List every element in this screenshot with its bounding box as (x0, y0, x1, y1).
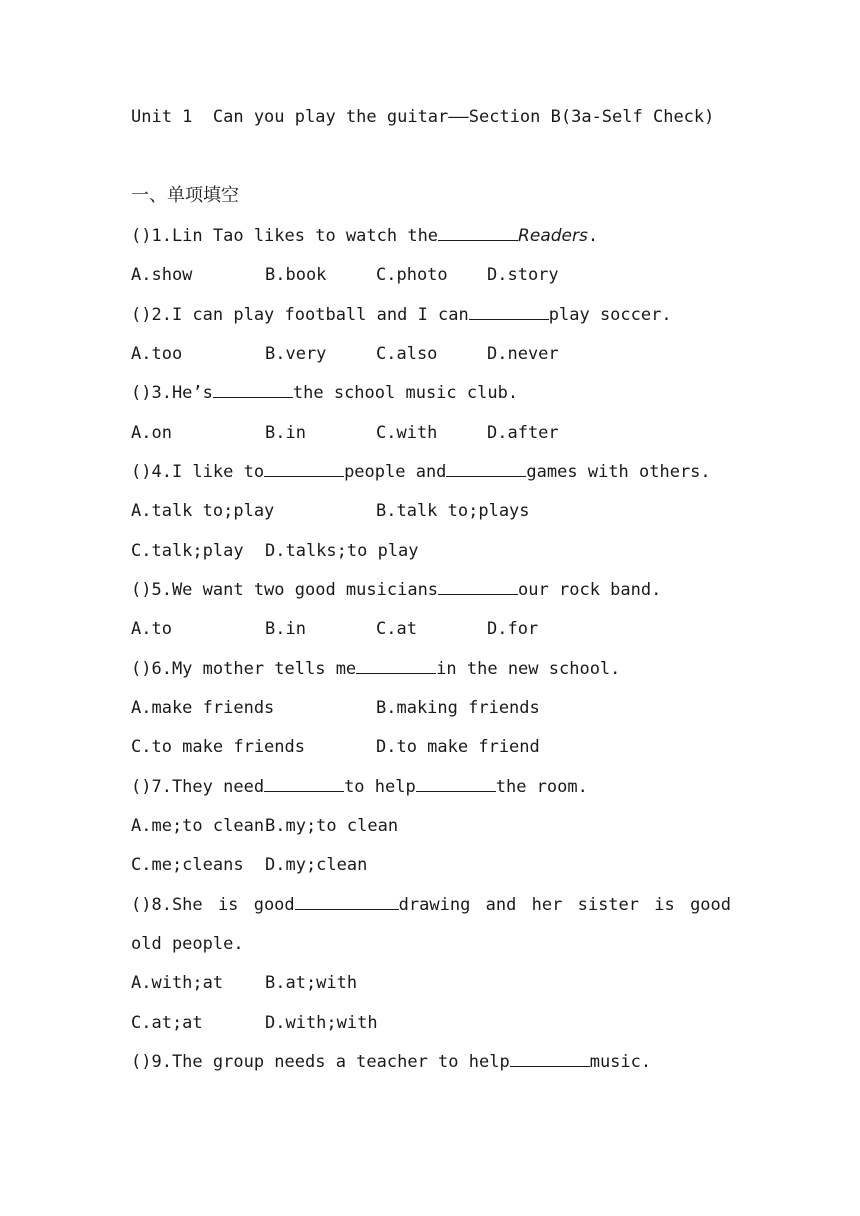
answer-blank (438, 225, 518, 241)
section-heading: 一、单项填空 (131, 185, 239, 206)
answer-blank (446, 461, 526, 477)
option-d: D.talks;to play (265, 541, 419, 561)
option-c: C.to make friends (131, 737, 305, 757)
option-b: B.in (265, 423, 306, 443)
question-4: ()4.I like to people and games with others. (131, 462, 711, 482)
option-c: C.photo (376, 265, 448, 285)
option-d: D.my;clean (265, 855, 368, 875)
option-a: A.talk to;play (131, 501, 275, 521)
document-title: Unit 1 Can you play the guitar——Section B(3a-Self Check) (131, 107, 715, 127)
option-a: A.on (131, 423, 172, 443)
question-8: ()8.She is good drawing and her sister is good (131, 895, 732, 915)
question-2: ()2.I can play football and I can play soccer. (131, 305, 672, 325)
answer-blank (264, 776, 344, 792)
answer-blank (438, 579, 518, 595)
answer-blank (213, 382, 293, 398)
option-c: C.with (376, 423, 438, 443)
option-b: B.my;to clean (265, 816, 399, 836)
answer-blank (510, 1051, 590, 1067)
option-b: B.talk to;plays (376, 501, 530, 521)
option-c: C.also (376, 344, 438, 364)
answer-blank (264, 461, 344, 477)
question-5: ()5.We want two good musicians our rock band. (131, 580, 662, 600)
answer-blank (469, 304, 549, 320)
option-a: A.with;at (131, 973, 224, 993)
option-d: D.never (487, 344, 559, 364)
option-d: D.for (487, 619, 539, 639)
option-b: B.at;with (265, 973, 358, 993)
question-9: ()9.The group needs a teacher to help music. (131, 1052, 652, 1072)
answer-blank (416, 776, 496, 792)
option-d: D.to make friend (376, 737, 540, 757)
option-b: B.book (265, 265, 327, 285)
option-c: C.at;at (131, 1013, 203, 1033)
option-a: A.to (131, 619, 172, 639)
option-b: B.in (265, 619, 306, 639)
option-d: D.after (487, 423, 559, 443)
option-a: A.make friends (131, 698, 275, 718)
answer-blank (356, 658, 436, 674)
question-1: ()1.Lin Tao likes to watch the Readers. (131, 226, 599, 246)
option-a: A.me;to clean (131, 816, 265, 836)
answer-blank (295, 894, 399, 910)
question-8-continued: old people. (131, 934, 244, 954)
option-c: C.talk;play (131, 541, 244, 561)
option-c: C.at (376, 619, 417, 639)
question-3: ()3.He’s the school music club. (131, 383, 519, 403)
option-b: B.making friends (376, 698, 540, 718)
option-a: A.show (131, 265, 193, 285)
option-b: B.very (265, 344, 327, 364)
option-d: D.with;with (265, 1013, 378, 1033)
option-c: C.me;cleans (131, 855, 244, 875)
option-d: D.story (487, 265, 559, 285)
question-6: ()6.My mother tells me in the new school. (131, 659, 621, 679)
question-7: ()7.They need to help the room. (131, 777, 588, 797)
option-a: A.too (131, 344, 183, 364)
